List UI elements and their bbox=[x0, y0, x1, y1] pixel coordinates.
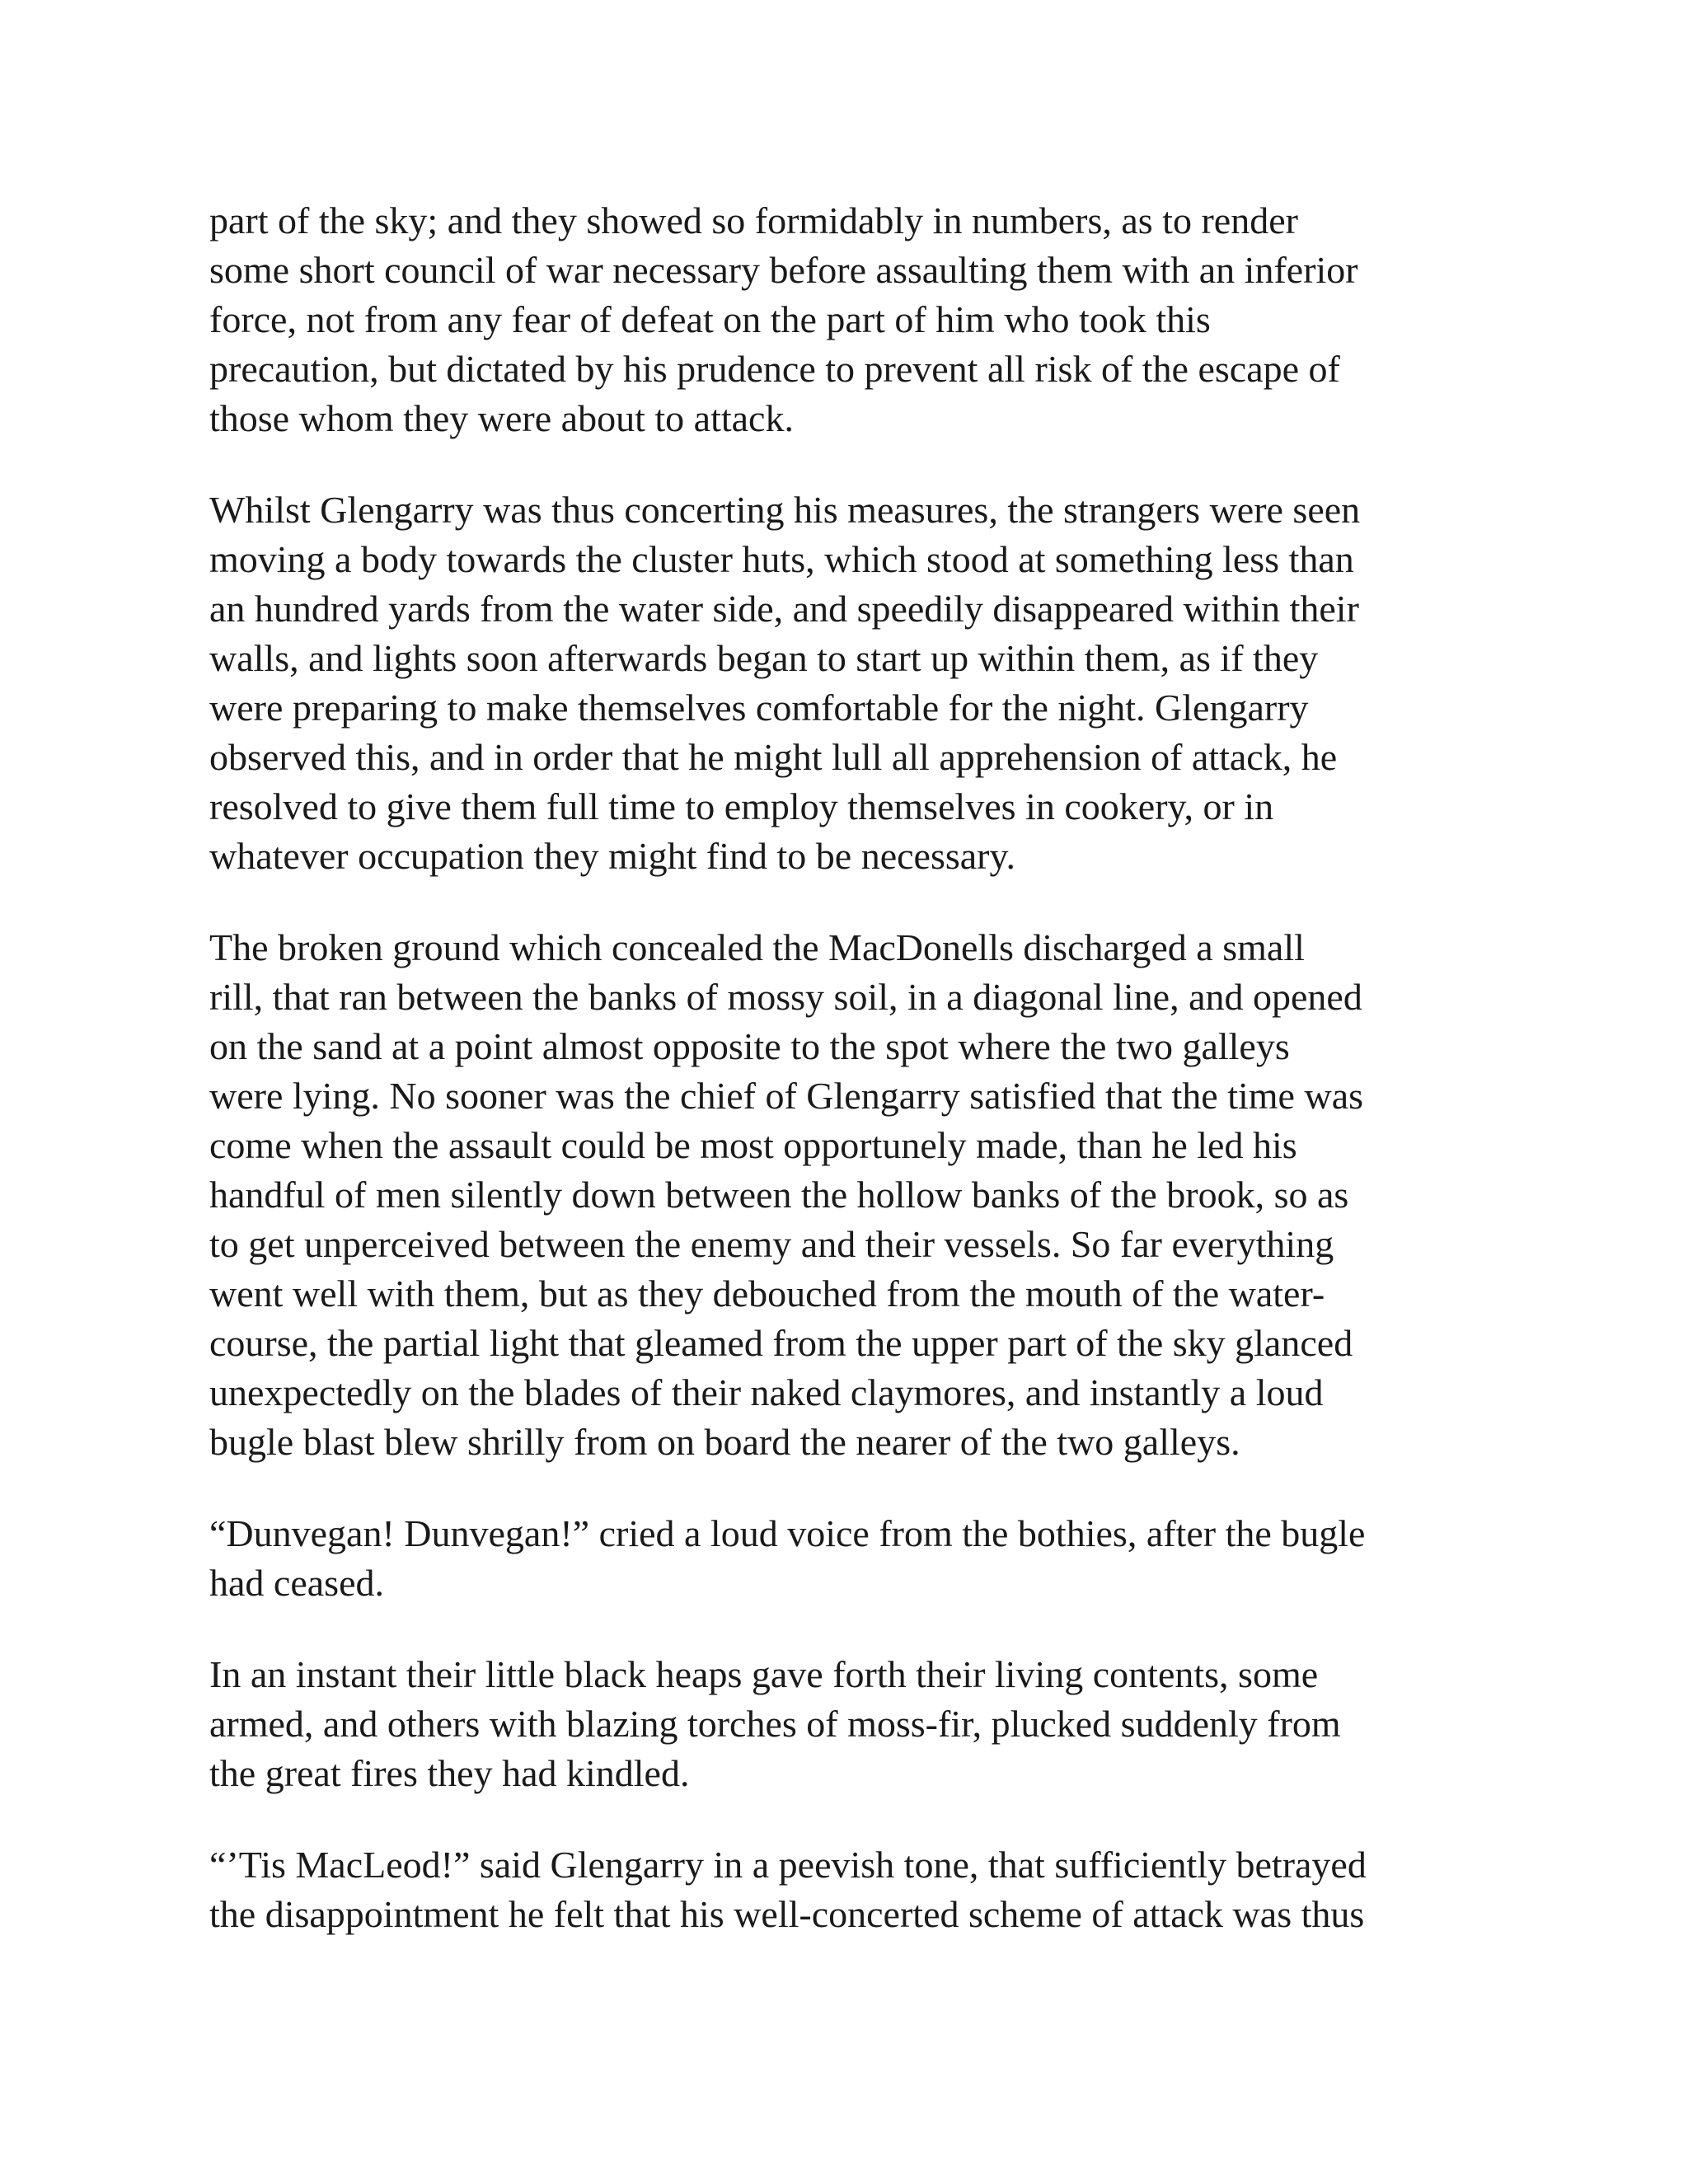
text-line: had ceased. bbox=[209, 1562, 384, 1604]
text-line: In an instant their little black heaps gave forth their living contents, some bbox=[209, 1653, 1319, 1695]
text-line: on the sand at a point almost opposite to the spot where the two galleys bbox=[209, 1025, 1290, 1067]
text-line: went well with them, but as they debouched from the mouth of the water- bbox=[209, 1272, 1325, 1315]
text-line: bugle blast blew shrilly from on board the nearer of the two galleys. bbox=[209, 1421, 1240, 1463]
text-line: those whom they were about to attack. bbox=[209, 397, 794, 439]
text-line: observed this, and in order that he might lull all apprehension of attack, he bbox=[209, 736, 1338, 778]
text-line: some short council of war necessary before assaulting them with an inferior bbox=[209, 249, 1358, 291]
text-line: Whilst Glengarry was thus concerting his measures, the strangers were seen bbox=[209, 489, 1361, 531]
text-line: The broken ground which concealed the MacDonells discharged a small bbox=[209, 926, 1305, 968]
paragraph-4 bbox=[209, 1509, 1495, 1608]
text-line: moving a body towards the cluster huts, which stood at something less than bbox=[209, 538, 1354, 580]
text-line: unexpectedly on the blades of their naked claymores, and instantly a loud bbox=[209, 1371, 1324, 1413]
text-line: course, the partial light that gleamed from the upper part of the sky glanced bbox=[209, 1322, 1353, 1364]
text-line: walls, and lights soon afterwards began to start up within them, as if they bbox=[209, 637, 1319, 679]
paragraph-5 bbox=[209, 1650, 1495, 1798]
text-line: precaution, but dictated by his prudence to prevent all risk of the escape of bbox=[209, 348, 1340, 390]
paragraph-1 bbox=[209, 196, 1495, 443]
text-line: were preparing to make themselves comfortable for the night. Glengarry bbox=[209, 687, 1309, 729]
text-line: to get unperceived between the enemy and their vessels. So far everything bbox=[209, 1223, 1334, 1265]
text-line: force, not from any fear of defeat on the part of him who took this bbox=[209, 298, 1211, 340]
paragraph-2 bbox=[209, 485, 1495, 881]
paragraph-6 bbox=[209, 1840, 1495, 1939]
text-line: the great fires they had kindled. bbox=[209, 1752, 690, 1794]
text-line: come when the assault could be most opportunely made, than he led his bbox=[209, 1124, 1297, 1166]
text-line: whatever occupation they might find to be necessary. bbox=[209, 835, 1016, 877]
text-line: rill, that ran between the banks of mossy soil, in a diagonal line, and opened bbox=[209, 976, 1362, 1018]
text-line: were lying. No sooner was the chief of Glengarry satisfied that the time was bbox=[209, 1075, 1364, 1117]
text-line: “’Tis MacLeod!” said Glengarry in a peevish tone, that sufficiently betrayed bbox=[209, 1844, 1367, 1886]
text-line: armed, and others with blazing torches of moss-fir, plucked suddenly from bbox=[209, 1703, 1341, 1745]
text-line: “Dunvegan! Dunvegan!” cried a loud voice from the bothies, after the bugle bbox=[209, 1512, 1366, 1554]
body-text bbox=[209, 196, 1495, 1981]
text-line: the disappointment he felt that his well-concerted scheme of attack was thus bbox=[209, 1893, 1365, 1935]
text-line: resolved to give them full time to employ themselves in cookery, or in bbox=[209, 785, 1274, 827]
text-line: part of the sky; and they showed so formidably in numbers, as to render bbox=[209, 199, 1298, 241]
paragraph-3 bbox=[209, 923, 1495, 1467]
text-line: an hundred yards from the water side, and speedily disappeared within their bbox=[209, 588, 1359, 630]
text-line: handful of men silently down between the hollow banks of the brook, so as bbox=[209, 1174, 1349, 1216]
